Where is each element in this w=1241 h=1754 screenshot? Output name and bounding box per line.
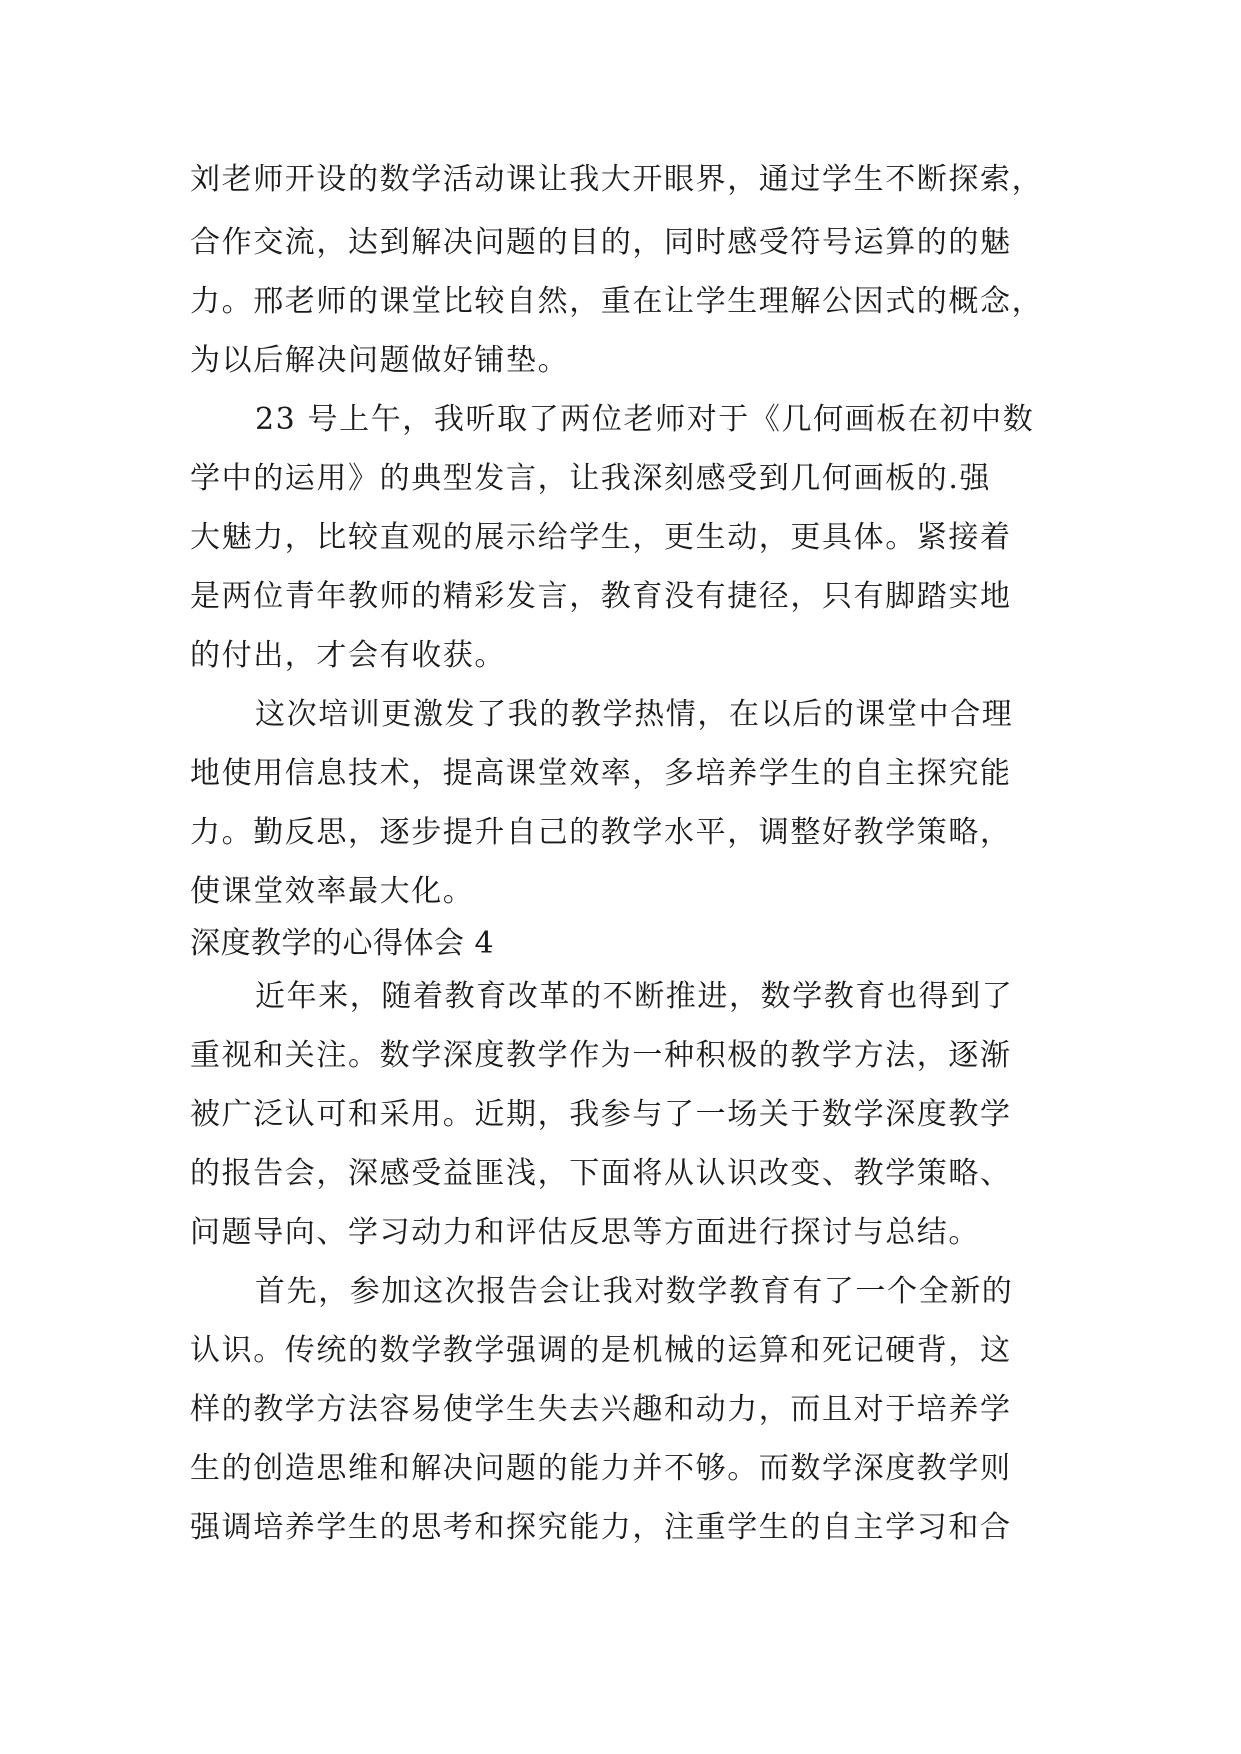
paragraph-line: 刘老师开设的数学活动课让我大开眼界，通过学生不断探索， bbox=[190, 162, 1044, 197]
paragraph-line: 样的教学方法容易使学生失去兴趣和动力，而且对于培养学 bbox=[190, 1392, 1012, 1427]
paragraph-line: 近年来，随着教育改革的不断推进，数学教育也得到了 bbox=[255, 979, 1014, 1014]
paragraph-line: 的付出，才会有收获。 bbox=[190, 638, 506, 673]
paragraph-line: 力。勤反思，逐步提升自己的教学水平，调整好教学策略， bbox=[190, 815, 1012, 850]
paragraph-line: 首先，参加这次报告会让我对数学教育有了一个全新的 bbox=[255, 1274, 1014, 1309]
paragraph-line: 23 号上午，我听取了两位老师对于《几何画板在初中数 bbox=[255, 402, 1035, 437]
paragraph-line: 认识。传统的数学教学强调的是机械的运算和死记硬背，这 bbox=[190, 1333, 1012, 1368]
paragraph-line: 被广泛认可和采用。近期，我参与了一场关于数学深度教学 bbox=[190, 1097, 1012, 1132]
paragraph-line: 生的创造思维和解决问题的能力并不够。而数学深度教学则 bbox=[190, 1451, 1012, 1486]
paragraph-line: 使课堂效率最大化。 bbox=[190, 874, 475, 909]
section-heading: 深度教学的心得体会 4 bbox=[190, 926, 495, 961]
paragraph-line: 力。邢老师的课堂比较自然，重在让学生理解公因式的概念， bbox=[190, 284, 1044, 319]
paragraph-line: 是两位青年教师的精彩发言，教育没有捷径，只有脚踏实地 bbox=[190, 579, 1012, 614]
paragraph-line: 重视和关注。数学深度教学作为一种积极的教学方法，逐渐 bbox=[190, 1038, 1012, 1073]
paragraph-line: 地使用信息技术，提高课堂效率，多培养学生的自主探究能 bbox=[190, 756, 1012, 791]
paragraph-line: 问题导向、学习动力和评估反思等方面进行探讨与总结。 bbox=[190, 1215, 980, 1250]
paragraph-line: 大魅力，比较直观的展示给学生，更生动，更具体。紧接着 bbox=[190, 520, 1012, 555]
paragraph-line: 为以后解决问题做好铺垫。 bbox=[190, 343, 570, 378]
paragraph-line: 合作交流，达到解决问题的目的，同时感受符号运算的的魅 bbox=[190, 225, 1012, 260]
paragraph-line: 学中的运用》的典型发言，让我深刻感受到几何画板的.强 bbox=[190, 461, 992, 496]
paragraph-line: 这次培训更激发了我的教学热情，在以后的课堂中合理 bbox=[255, 697, 1014, 732]
paragraph-line: 的报告会，深感受益匪浅，下面将从认识改变、教学策略、 bbox=[190, 1156, 1012, 1191]
paragraph-line: 强调培养学生的思考和探究能力，注重学生的自主学习和合 bbox=[190, 1510, 1012, 1545]
